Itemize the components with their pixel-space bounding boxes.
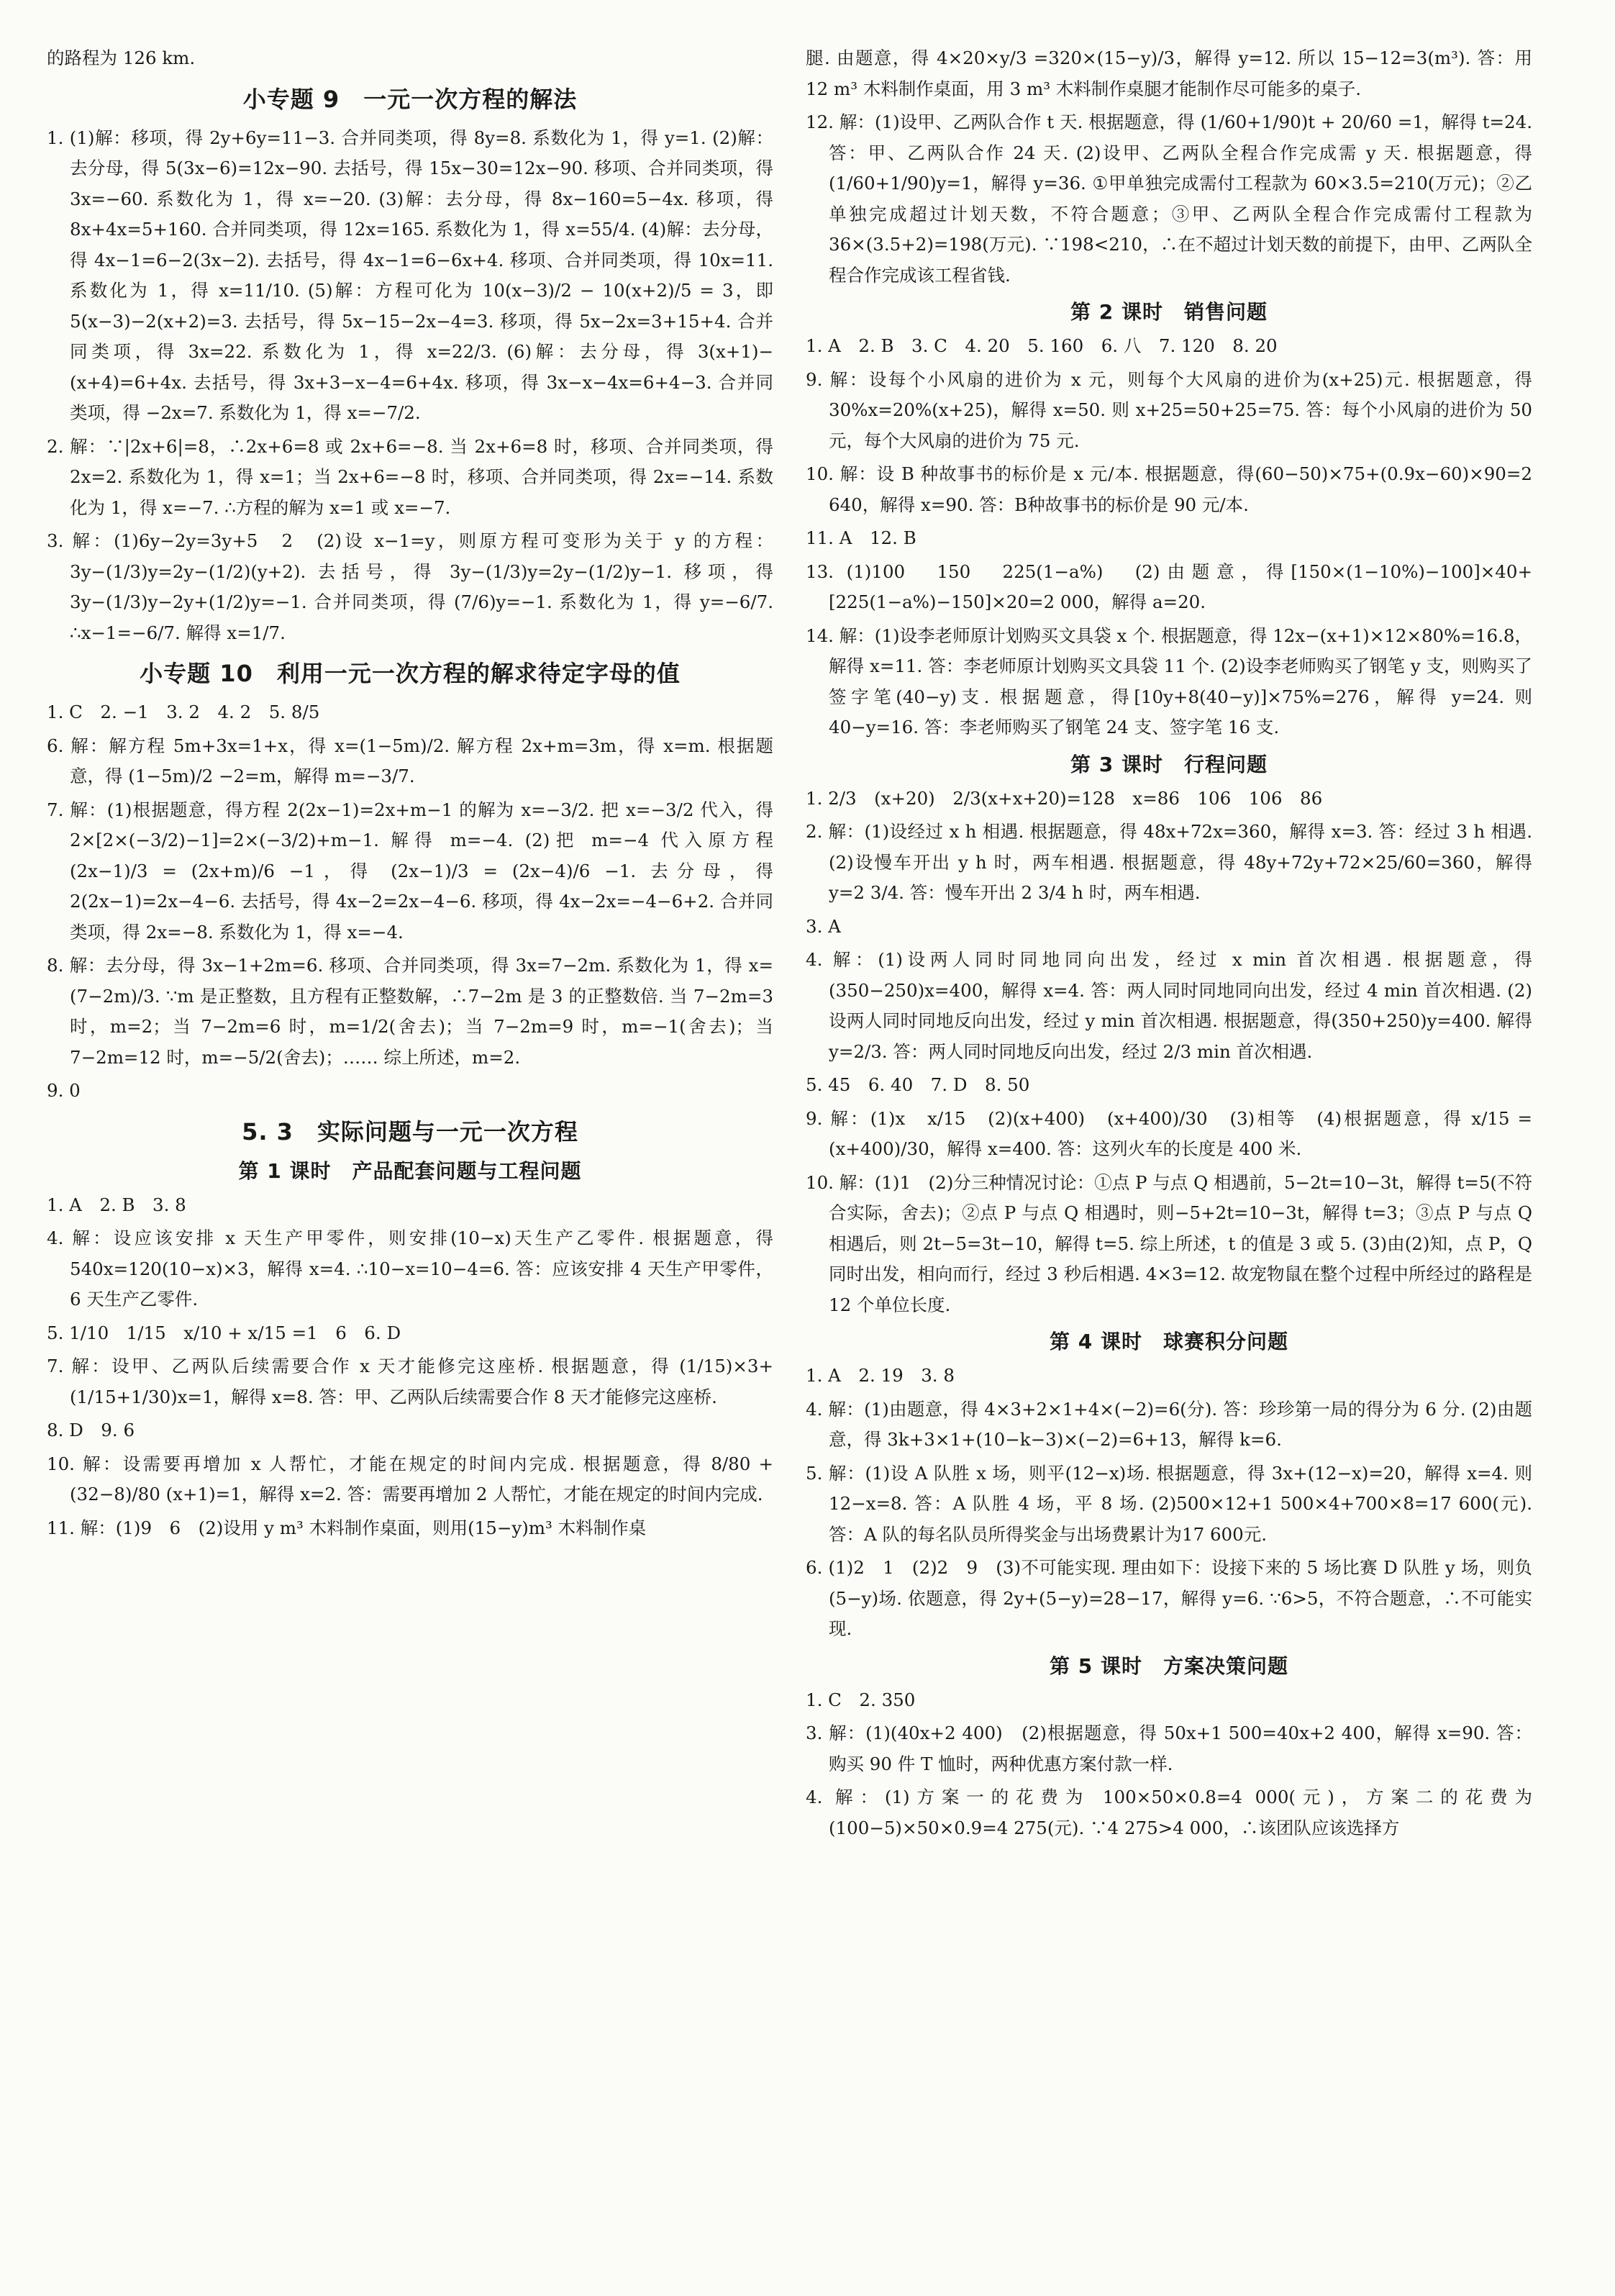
answer-item: 6. (1)2 1 (2)2 9 (3)不可能实现. 理由如下：设接下来的 5 场比赛 D 队胜 y 场，则负(5−y)场. 依题意，得 2y+(5−y)=28−17，解得 y=6. ∵6>5，不符合题意，∴不可能实现. <box>806 1557 1532 1639</box>
answer-item: 7. 解：设甲、乙两队后续需要合作 x 天才能修完这座桥. 根据题意，得 (1/15)×3+(1/15+1/30)x=1，解得 x=8. 答：甲、乙两队后续需要合作 8 天才能修完这座桥. <box>47 1356 773 1407</box>
answer-item: 1. A 2. 19 3. 8 <box>806 1365 955 1386</box>
left-column <box>47 43 773 1546</box>
section-heading-10: 小专题 10 利用一元一次方程的解求待定字母的值 <box>140 660 681 687</box>
answer-item: 9. 解：设每个小风扇的进价为 x 元，则每个大风扇的进价为(x+25)元. 根据题意，得 30%x=20%(x+25)，解得 x=50. 则 x+25=50+25=75. 答：每个小风扇的进价为 50 元，每个大风扇的进价为 75 元. <box>806 368 1532 451</box>
answer-item: 9. 解：(1)x x/15 (2)(x+400) (x+400)/30 (3)相等 (4)根据题意，得 x/15 = (x+400)/30，解得 x=400. 答：这列火车的长度是 400 米. <box>806 1107 1532 1159</box>
intro-line: 的路程为 126 km. <box>47 47 196 68</box>
answer-item: 14. 解：(1)设李老师原计划购买文具袋 x 个. 根据题意，得 12x−(x+1)×12×80%=16.8，解得 x=11. 答：李老师原计划购买文具袋 11 个. (2)设李老师购买了钢笔 y 支，则购买了签字笔(40−y)支. 根据题意，得[10y+8(40−y)]×75%=276，解得 y=24. 则 40−y=16. 答：李老师购买了钢笔 24 支、签字笔 16 支. <box>806 625 1532 738</box>
answer-item: 2. 解：∵|2x+6|=8，∴2x+6=8 或 2x+6=−8. 当 2x+6=8 时，移项、合并同类项，得 2x=2. 系数化为 1，得 x=1；当 2x+6=−8 时，移项、合并同类项，得 2x=−14. 系数化为 1，得 x=−7. ∴方程的解为 x=1 或 x=−7. <box>47 435 773 518</box>
answer-item: 8. 解：去分母，得 3x−1+2m=6. 移项、合并同类项，得 3x=7−2m. 系数化为 1，得 x=(7−2m)/3. ∵m 是正整数，且方程有正整数解，∴7−2m 是 3 的正整数倍. 当 7−2m=3 时，m=2；当 7−2m=6 时，m=1/2(舍去)；当 7−2m=9 时，m=−1(舍去)；当 7−2m=12 时，m=−5/2(舍去)；…… 综上所述，m=2. <box>47 955 773 1068</box>
answer-item: 7. 解：(1)根据题意，得方程 2(2x−1)=2x+m−1 的解为 x=−3/2. 把 x=−3/2 代入，得 2×[2×(−3/2)−1]=2×(−3/2)+m−1. 解得 m=−4. (2)把 m=−4 代入原方程 (2x−1)/3 = (2x+m)/6 −1，得 (2x−1)/3 = (2x−4)/6 −1. 去分母，得 2(2x−1)=2x−4−6. 去括号，得 4x−2=2x−4−6. 移项，得 4x−2x=−4−6+2. 合并同类项，得 2x=−8. 系数化为 1，得 x=−4. <box>47 799 773 943</box>
answer-item: 1. C 2. 350 <box>806 1689 916 1710</box>
answer-continuation: 腿. 由题意，得 4×20×y/3 =320×(15−y)/3，解得 y=12. 所以 15−12=3(m³). 答：用 12 m³ 木料制作桌面，用 3 m³ 木料制作桌腿才能制作尽可能多的桌子. <box>806 47 1532 99</box>
chapter-heading-5-3: 5. 3 实际问题与一元一次方程 <box>242 1117 578 1145</box>
answer-item: 10. 解：设 B 种故事书的标价是 x 元/本. 根据题意，得(60−50)×75+(0.9x−60)×90=2 640，解得 x=90. 答：B种故事书的标价是 90 元/本. <box>806 463 1532 515</box>
answer-item: 4. 解：(1)设两人同时同地同向出发，经过 x min 首次相遇. 根据题意，得(350−250)x=400，解得 x=4. 答：两人同时同地同向出发，经过 4 min 首次相遇. (2)设两人同时同地反向出发，经过 y min 首次相遇. 根据题意，得(350+250)y=400. 解得 y=2/3. 答：两人同时同地反向出发，经过 2/3 min 首次相遇. <box>806 949 1532 1062</box>
lesson-heading-1: 第 1 课时 产品配套问题与工程问题 <box>238 1158 582 1183</box>
answer-item: 5. 45 6. 40 7. D 8. 50 <box>806 1074 1030 1095</box>
answer-item: 5. 解：(1)设 A 队胜 x 场，则平(12−x)场. 根据题意，得 3x+(12−x)=20，解得 x=4. 则 12−x=8. 答：A 队胜 4 场，平 8 场. (2)500×12+1 500×4+700×8=17 600(元). 答：A 队的每名队员所得奖金与出场费累计为17 600元. <box>806 1462 1532 1545</box>
answer-item: 11. 解：(1)9 6 (2)设用 y m³ 木料制作桌面，则用(15−y)m³ 木料制作桌 <box>47 1517 647 1538</box>
right-column <box>806 43 1532 1846</box>
answer-item: 4. 解：设应该安排 x 天生产甲零件，则安排(10−x)天生产乙零件. 根据题意，得 540x=120(10−x)×3，解得 x=4. ∴10−x=10−4=6. 答：应该安排 4 天生产甲零件，6 天生产乙零件. <box>47 1228 773 1310</box>
answer-item: 4. 解：(1)由题意，得 4×3+2×1+4×(−2)=6(分). 答：珍珍第一局的得分为 6 分. (2)由题意，得 3k+3×1+(10−k−3)×(−2)=6+13，解得 k=6. <box>806 1398 1532 1450</box>
answer-item: 3. 解：(1)6y−2y=3y+5 2 (2)设 x−1=y，则原方程可变形为关于 y 的方程：3y−(1/3)y=2y−(1/2)(y+2). 去括号，得 3y−(1/3)y=2y−(1/2)y−1. 移项，得 3y−(1/3)y−2y+(1/2)y=−1. 合并同类项，得 (7/6)y=−1. 系数化为 1，得 y=−6/7. ∴x−1=−6/7. 解得 x=1/7. <box>47 530 773 643</box>
answer-item: 10. 解：设需要再增加 x 人帮忙，才能在规定的时间内完成. 根据题意，得 8/80 + (32−8)/80 (x+1)=1，解得 x=2. 答：需要再增加 2 人帮忙，才能在规定的时间内完成. <box>47 1453 773 1505</box>
answer-item: 1. (1)解：移项，得 2y+6y=11−3. 合并同类项，得 8y=8. 系数化为 1，得 y=1. (2)解：去分母，得 5(3x−6)=12x−90. 去括号，得 15x−30=12x−90. 移项、合并同类项，得 3x=−60. 系数化为 1，得 x=−20. (3)解：去分母，得 8x−160=5−4x. 移项，得 8x+4x=5+160. 合并同类项，得 12x=165. 系数化为 1，得 x=55/4. (4)解：去分母，得 4x−1=6−2(3x−2). 去括号，得 4x−1=6−6x+4. 移项、合并同类项，得 10x=11. 系数化为 1，得 x=11/10. (5)解：方程可化为 10(x−3)/2 − 10(x+2)/5 = 3，即 5(x−3)−2(x+2)=3. 去括号，得 5x−15−2x−4=3. 移项，得 5x−2x=3+15+4. 合并同类项，得 3x=22. 系数化为 1，得 x=22/3. (6)解：去分母，得 3(x+1)−(x+4)=6+4x. 去括号，得 3x+3−x−4=6+4x. 移项，得 3x−x−4x=6+4−3. 合并同类项，得 −2x=7. 系数化为 1，得 x=−7/2. <box>47 127 773 423</box>
answer-item: 5. 1/10 1/15 x/10 + x/15 =1 6 6. D <box>47 1322 401 1343</box>
answer-item: 9. 0 <box>47 1080 81 1101</box>
section-heading-9: 小专题 9 一元一次方程的解法 <box>242 85 578 113</box>
lesson-heading-4: 第 4 课时 球赛积分问题 <box>1050 1330 1288 1353</box>
answer-item: 1. A 2. B 3. 8 <box>47 1194 186 1215</box>
answer-item: 12. 解：(1)设甲、乙两队合作 t 天. 根据题意，得 (1/60+1/90)t + 20/60 =1，解得 t=24. 答：甲、乙两队合作 24 天. (2)设甲、乙两队全程合作完成需 y 天. 根据题意，得 (1/60+1/90)y=1，解得 y=36. ①甲单独完成需付工程款为 60×3.5=210(万元)；②乙单独完成超过计划天数，不符合题意；③甲、乙两队全程合作完成需付工程款为 36×(3.5+2)=198(万元). ∵198<210，∴在不超过计划天数的前提下，由甲、乙两队全程合作完成该工程省钱. <box>806 112 1532 286</box>
answer-item: 1. A 2. B 3. C 4. 20 5. 160 6. 八 7. 120 8. 20 <box>806 335 1278 356</box>
lesson-heading-3: 第 3 课时 行程问题 <box>1070 752 1268 776</box>
lesson-heading-2: 第 2 课时 销售问题 <box>1070 300 1268 324</box>
answer-item: 3. A <box>806 915 841 937</box>
answer-item: 13. (1)100 150 225(1−a%) (2)由题意，得[150×(1−10%)−100]×40+[225(1−a%)−150]×20=2 000，解得 a=20. <box>806 561 1532 612</box>
answer-item: 1. 2/3 (x+20) 2/3(x+x+20)=128 x=86 106 106 86 <box>806 787 1323 809</box>
answer-item: 2. 解：(1)设经过 x h 相遇. 根据题意，得 48x+72x=360，解得 x=3. 答：经过 3 h 相遇. (2)设慢车开出 y h 时，两车相遇. 根据题意，得 48y+72y+72×25/60=360，解得 y=2 3/4. 答：慢车开出 2 3/4 h 时，两车相遇. <box>806 821 1532 903</box>
answer-item: 8. D 9. 6 <box>47 1420 135 1440</box>
answer-item: 10. 解：(1)1 (2)分三种情况讨论：①点 P 与点 Q 相遇前，5−2t=10−3t，解得 t=5(不符合实际，舍去)；②点 P 与点 Q 相遇时，则−5+2t=10−3t，解得 t=3；③点 P 与点 Q 相遇后，则 2t−5=3t−10，解得 t=5. 综上所述，t 的值是 3 或 5. (3)由(2)知，点 P，Q 同时出发，相向而行，经过 3 秒后相遇. 4×3=12. 故宠物鼠在整个过程中所经过的路程是 12 个单位长度. <box>806 1171 1532 1315</box>
answer-item: 4. 解：(1)方案一的花费为 100×50×0.8=4 000(元)，方案二的花费为(100−5)×50×0.9=4 275(元). ∵4 275>4 000，∴该团队应该选择方 <box>806 1787 1532 1838</box>
answer-item: 11. A 12. B <box>806 527 916 548</box>
answer-item: 6. 解：解方程 5m+3x=1+x，得 x=(1−5m)/2. 解方程 2x+m=3m，得 x=m. 根据题意，得 (1−5m)/2 −2=m，解得 m=−3/7. <box>47 735 773 786</box>
answer-item: 3. 解：(1)(40x+2 400) (2)根据题意，得 50x+1 500=40x+2 400，解得 x=90. 答：购买 90 件 T 恤时，两种优惠方案付款一样. <box>806 1723 1532 1774</box>
answer-item: 1. C 2. −1 3. 2 4. 2 5. 8/5 <box>47 702 320 722</box>
lesson-heading-5: 第 5 课时 方案决策问题 <box>1050 1653 1288 1678</box>
